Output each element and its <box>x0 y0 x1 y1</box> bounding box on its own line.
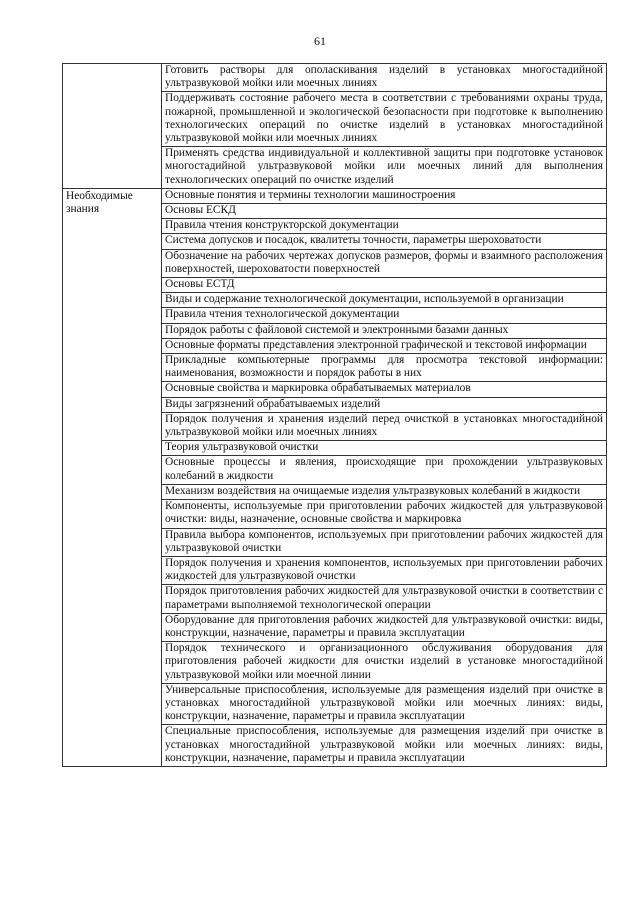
abilities-label-cell <box>63 64 162 189</box>
table-cell: Основы ЕСКД <box>162 204 607 219</box>
table-cell: Правила чтения конструкторской документации <box>162 219 607 234</box>
table-cell: Система допусков и посадок, квалитеты точности, параметры шероховатости <box>162 234 607 249</box>
table-row <box>63 188 607 203</box>
table-cell: Основные свойства и маркировка обрабатываемых материалов <box>162 382 607 397</box>
table-cell: Виды загрязнений обрабатываемых изделий <box>162 397 607 412</box>
table-cell: Виды и содержание технологической документации, используемой в организации <box>162 293 607 308</box>
table-cell: Порядок технического и организационного обслуживания оборудования для приготовления рабочей жидкости для очистки изделий в установке многостадийной ультразвуковой мойки или моечной линии <box>162 642 607 684</box>
table-cell: Компоненты, используемые при приготовлении рабочих жидкостей для ультразвуковой очистки: виды, назначение, основные свойства и маркировка <box>162 500 607 528</box>
table-cell: Теория ультразвуковой очистки <box>162 441 607 456</box>
table-cell: Специальные приспособления, используемые для размещения изделий при очистке в установках многостадийной ультразвуковой мойки или моечных линиях: виды, конструкции, назначение, параметры и правила эксплуатации <box>162 725 607 767</box>
table-cell: Порядок получения и хранения компонентов, используемых при приготовлении рабочих жидкостей для ультразвуковой очистки <box>162 556 607 584</box>
table-cell: Порядок получения и хранения изделий перед очисткой в установках многостадийной ультразвуковой мойки или моечных линиях <box>162 412 607 440</box>
table-cell: Основные форматы представления электронной графической и текстовой информации <box>162 338 607 353</box>
table-cell: Обозначение на рабочих чертежах допусков размеров, формы и взаимного расположения поверхностей, шероховатости поверхностей <box>162 249 607 277</box>
page-number: 61 <box>314 34 326 48</box>
table-cell: Правила чтения технологической документации <box>162 308 607 323</box>
table-cell: Правила выбора компонентов, используемых при приготовлении рабочих жидкостей для ультразвуковой очистки <box>162 528 607 556</box>
table-cell: Готовить растворы для ополаскивания изделий в установках многостадийной ультразвуковой мойки или моечных линиях <box>162 64 607 92</box>
table-cell: Прикладные компьютерные программы для просмотра текстовой информации: наименования, возможности и порядок работы в них <box>162 354 607 382</box>
knowledge-label: Необходимые знания <box>63 188 162 766</box>
requirements-table <box>62 63 607 767</box>
table-row <box>63 64 607 92</box>
table-cell: Порядок работы с файловой системой и электронными базами данных <box>162 323 607 338</box>
table-cell: Универсальные приспособления, используемые для размещения изделий при очистке в установках многостадийной ультразвуковой мойки или моечных линиях: виды, конструкции, назначение, параметры и правила эксплуатации <box>162 683 607 725</box>
table-cell: Основные понятия и термины технологии машиностроения <box>162 188 607 203</box>
table-cell: Основы ЕСТД <box>162 278 607 293</box>
table-cell: Применять средства индивидуальной и коллективной защиты при подготовке установок многостадийной ультразвуковой мойки или моечных линий для выполнения технологических операций по очистке изделий <box>162 147 607 189</box>
table-cell: Основные процессы и явления, происходящие при прохождении ультразвуковых колебаний в жидкости <box>162 456 607 484</box>
table-cell: Порядок приготовления рабочих жидкостей для ультразвуковой очистки в соответствии с параметрами выполняемой технологической операции <box>162 585 607 613</box>
table-cell: Механизм воздействия на очищаемые изделия ультразвуковых колебаний в жидкости <box>162 484 607 499</box>
table-cell: Оборудование для приготовления рабочих жидкостей для ультразвуковой очистки: виды, конструкции, назначение, параметры и правила эксплуатации <box>162 613 607 641</box>
table-cell: Поддерживать состояние рабочего места в соответствии с требованиями охраны труда, пожарной, промышленной и экологической безопасности при подготовке к выполнению технологических операций по очистке изделий в установках многостадийной ультразвуковой мойки или моечных линиях <box>162 92 607 147</box>
